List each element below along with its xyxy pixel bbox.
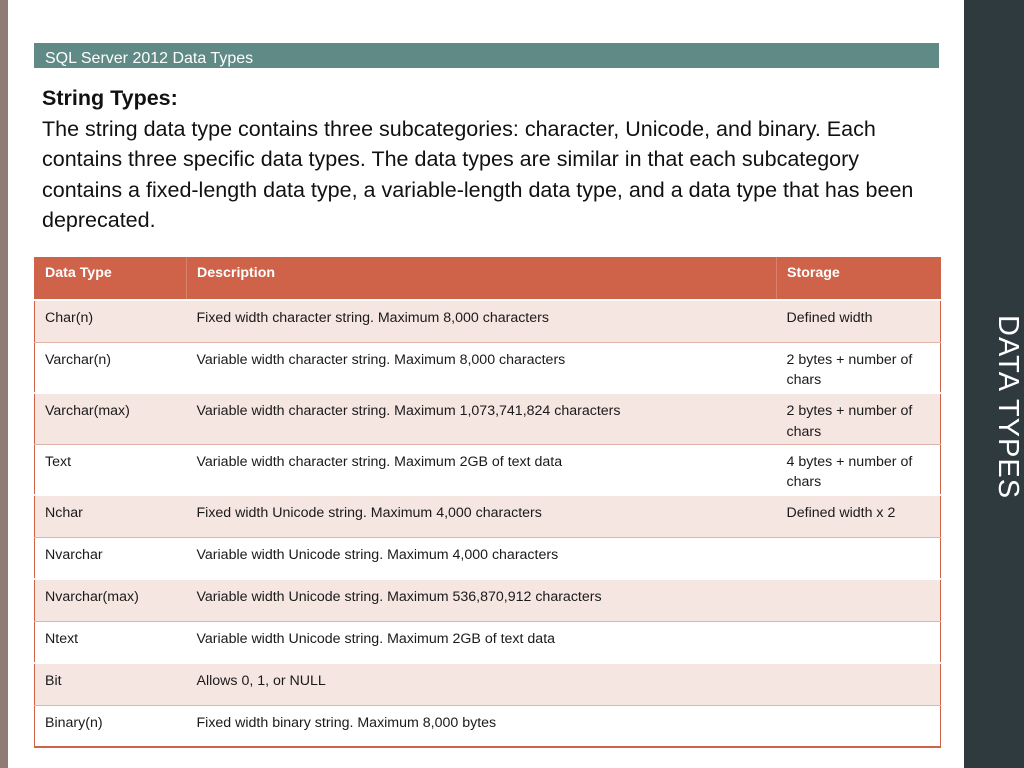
cell-description: Allows 0, 1, or NULL: [187, 663, 777, 705]
cell-description: Variable width character string. Maximum 8,000 characters: [187, 342, 777, 393]
table-row: [35, 621, 941, 663]
cell-storage: Defined width x 2: [777, 495, 941, 537]
cell-description: Fixed width Unicode string. Maximum 4,000 characters: [187, 495, 777, 537]
header-description: Description: [187, 257, 777, 300]
table-row: [35, 444, 941, 495]
section-heading: String Types:: [42, 86, 178, 110]
cell-data-type: Nchar: [35, 495, 187, 537]
table-row: [35, 663, 941, 705]
cell-storage: Defined width: [777, 300, 941, 342]
cell-description: Variable width Unicode string. Maximum 536,870,912 characters: [187, 579, 777, 621]
cell-description: Fixed width binary string. Maximum 8,000 bytes: [187, 705, 777, 747]
header-storage: Storage: [777, 257, 941, 300]
cell-storage: [777, 579, 941, 621]
cell-storage: [777, 705, 941, 747]
table-row: [35, 342, 941, 393]
cell-data-type: Nvarchar(max): [35, 579, 187, 621]
cell-storage: 2 bytes + number of chars: [777, 393, 941, 444]
slide-title: DATA TYPES: [992, 314, 1024, 500]
cell-storage: [777, 537, 941, 579]
table-row: [35, 537, 941, 579]
header-data-type: Data Type: [35, 257, 187, 300]
table-row: [35, 579, 941, 621]
cell-storage: 2 bytes + number of chars: [777, 342, 941, 393]
left-accent-bar: [0, 0, 8, 768]
cell-description: Variable width character string. Maximum 1,073,741,824 characters: [187, 393, 777, 444]
cell-storage: 4 bytes + number of chars: [777, 444, 941, 495]
cell-data-type: Varchar(n): [35, 342, 187, 393]
table-header-row: [35, 257, 941, 300]
cell-storage: [777, 663, 941, 705]
table-row: [35, 393, 941, 444]
cell-data-type: Bit: [35, 663, 187, 705]
cell-data-type: Char(n): [35, 300, 187, 342]
cell-description: Fixed width character string. Maximum 8,000 characters: [187, 300, 777, 342]
cell-storage: [777, 621, 941, 663]
cell-description: Variable width Unicode string. Maximum 4,000 characters: [187, 537, 777, 579]
cell-data-type: Text: [35, 444, 187, 495]
table-row: [35, 705, 941, 747]
section-body: The string data type contains three subcategories: character, Unicode, and binary. Each contains three specific data types. The data types are similar in that each subcategory contains a fixed-length data type, a variable-length data type, and a data type that has been deprecated.: [42, 116, 914, 232]
cell-description: Variable width character string. Maximum 2GB of text data: [187, 444, 777, 495]
cell-data-type: Ntext: [35, 621, 187, 663]
table-row: [35, 300, 941, 342]
cell-description: Variable width Unicode string. Maximum 2GB of text data: [187, 621, 777, 663]
intro-text: [42, 83, 942, 236]
cell-data-type: Binary(n): [35, 705, 187, 747]
cell-data-type: Nvarchar: [35, 537, 187, 579]
table-row: [35, 495, 941, 537]
cell-data-type: Varchar(max): [35, 393, 187, 444]
subtitle-band: SQL Server 2012 Data Types: [34, 43, 939, 68]
data-types-table: [34, 257, 941, 748]
